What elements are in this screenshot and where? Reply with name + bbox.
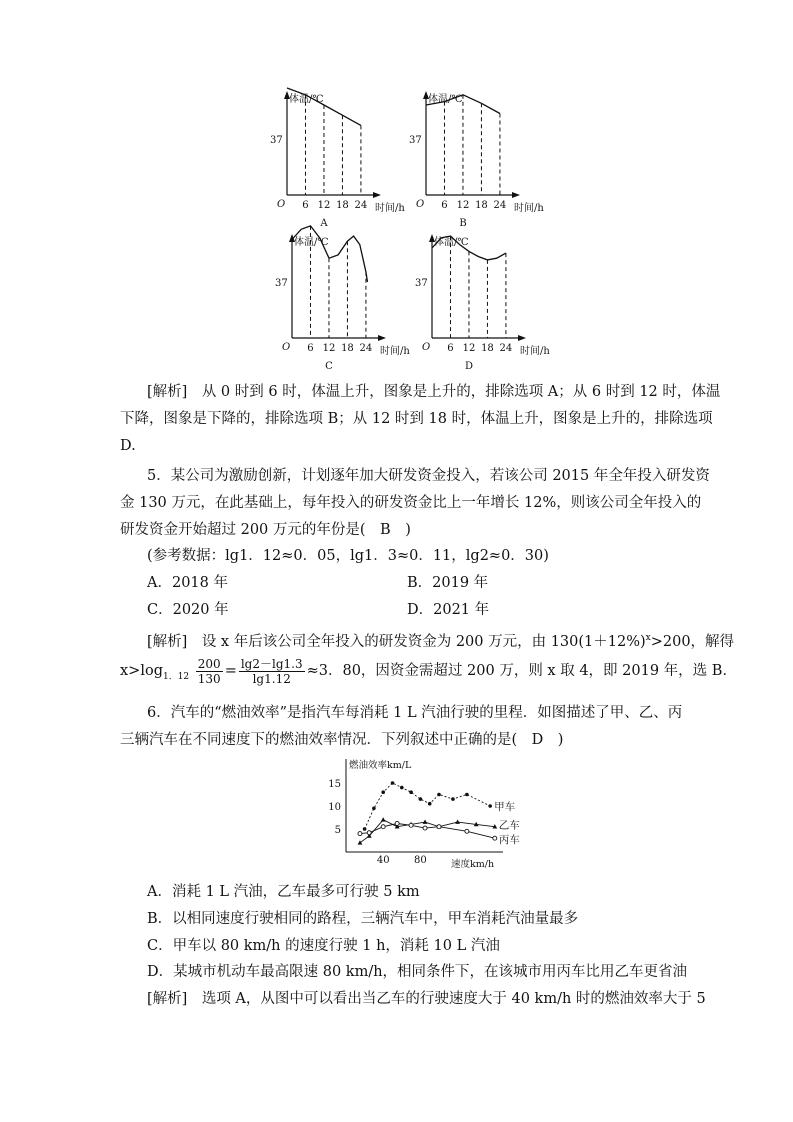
data-point: [455, 820, 460, 824]
fraction-200-130: [196, 657, 223, 686]
y-axis-label: 体温/℃: [434, 237, 469, 248]
q5-stem-line-2: 金 130 万元，在此基础上，每年投入的研发资金比上一年增长 12%，则该公司全年投入的: [120, 495, 702, 511]
data-point: [437, 793, 441, 797]
graph-label: B: [459, 218, 467, 229]
x-tick-18: 18: [481, 343, 494, 354]
q6-option-c: C．甲车以 80 km/h 的速度行驶 1 h，消耗 10 L 汽油: [147, 938, 500, 954]
q4-analysis-line-2: 下降，图象是下降的，排除选项 B；从 12 时到 18 时，体温上升，图象是上升的，排除选项: [120, 411, 713, 427]
q5-analysis-line-1: [147, 628, 734, 652]
y-tick-37: 37: [270, 135, 283, 146]
x-axis-label: 时间/h: [380, 346, 410, 357]
frac2-numerator: lg2－lg1.3: [240, 656, 303, 671]
q5-analysis-text: [解析] 设 x 年后该公司全年投入的研发资金为 200 万元，由 130(1＋12%): [147, 633, 646, 650]
chart-y-label: 燃油效率km/L: [349, 760, 412, 771]
series-yi: [358, 817, 521, 847]
data-point: [409, 790, 413, 794]
chart-x-tick-40: 40: [376, 855, 390, 866]
x-axis-label: 时间/h: [375, 203, 405, 214]
chart-y-tick-10: 10: [328, 802, 341, 813]
x-tick-24: 24: [499, 343, 513, 354]
origin-label: O: [416, 199, 425, 210]
x-axis-arrow: [378, 335, 386, 341]
data-point: [381, 825, 385, 829]
q5-reference-data: (参考数据：lg1．12≈0．05，lg1．3≈0．11，lg2≈0．30): [147, 548, 549, 564]
q5-option-b: B．2019 年: [407, 575, 489, 591]
equals-sign: =: [224, 663, 237, 679]
x-tick-12: 12: [317, 200, 331, 211]
data-point: [358, 840, 363, 844]
x-tick-18: 18: [475, 200, 488, 211]
temperature-graphs: [0, 0, 793, 380]
x-tick-12: 12: [462, 343, 476, 354]
data-point: [400, 786, 404, 790]
data-point: [423, 820, 428, 824]
data-point: [395, 821, 399, 825]
y-axis-label: 体温/℃: [294, 237, 329, 248]
x-tick-6: 6: [447, 343, 454, 354]
q5-option-c: C．2020 年: [147, 602, 229, 618]
y-tick-37: 37: [409, 135, 422, 146]
y-axis-label: 体温/℃: [428, 94, 463, 105]
data-point: [409, 823, 413, 827]
series-bing: [358, 821, 520, 846]
frac2-denominator: lg1.12: [252, 671, 291, 686]
frac1-denominator: 130: [197, 671, 221, 686]
q6-option-a: A．消耗 1 L 汽油，乙车最多可行驶 5 km: [147, 884, 420, 900]
x-axis-arrow: [518, 335, 526, 341]
x-tick-6: 6: [302, 200, 309, 211]
data-point: [465, 793, 469, 797]
temp-graph-b: [409, 91, 544, 229]
y-axis-label: 体温/℃: [289, 94, 324, 105]
temp-graph-a: [270, 88, 405, 229]
q5-analysis-line-2: [120, 656, 737, 692]
data-point: [367, 831, 371, 835]
y-tick-37: 37: [275, 278, 288, 289]
data-point: [381, 817, 386, 821]
x-tick-12: 12: [456, 200, 470, 211]
graph-label: A: [320, 218, 328, 229]
temperature-curve: [292, 226, 368, 282]
data-point: [493, 836, 497, 840]
fraction-lg: [239, 657, 305, 686]
graph-label: D: [464, 361, 474, 372]
q6-option-d: D．某城市机动车最高限速 80 km/h，相同条件下，在该城市用丙车比用乙车更省油: [147, 964, 688, 980]
data-point: [358, 832, 362, 836]
data-point: [381, 790, 385, 794]
y-tick-37: 37: [415, 278, 428, 289]
chart-y-tick-5: 5: [334, 825, 341, 836]
q5-analysis-text-end: >200，解得: [650, 633, 735, 650]
series-label: 甲车: [494, 801, 516, 813]
data-point: [428, 802, 432, 806]
data-point: [391, 781, 395, 785]
x-tick-24: 24: [359, 343, 373, 354]
chart-y-tick-15: 15: [328, 779, 341, 790]
q5-option-d: D．2021 年: [407, 602, 490, 618]
fuel-efficiency-chart: [318, 757, 558, 872]
data-point: [437, 825, 441, 829]
q6-option-b: B．以相同速度行驶相同的路程，三辆汽车中，甲车消耗汽油量最多: [147, 911, 579, 927]
x-tick-24: 24: [354, 200, 368, 211]
q5-log-lead: x>log: [120, 663, 163, 679]
chart-x-label: 速度km/h: [451, 859, 495, 870]
data-point: [451, 797, 455, 801]
q4-analysis-line-1: [解析] 从 0 时到 6 时，体温上升，图象是上升的，排除选项 A；从 6 时到 12 时，体温: [147, 384, 721, 400]
x-tick-6: 6: [307, 343, 314, 354]
data-point: [363, 827, 367, 831]
data-point: [419, 797, 423, 801]
series-label: 丙车: [498, 834, 520, 847]
q5-option-a: A．2018 年: [147, 575, 228, 591]
q5-stem-line-3: 研发资金开始超过 200 万元的年份是( B ): [120, 522, 411, 538]
x-tick-18: 18: [336, 200, 349, 211]
q4-analysis-line-3: D.: [120, 438, 136, 454]
x-axis-label: 时间/h: [514, 203, 544, 214]
q6-analysis-line-1: [解析] 选项 A，从图中可以看出当乙车的行驶速度大于 40 km/h 时的燃油效率大于 5: [147, 991, 706, 1007]
origin-label: O: [277, 199, 286, 210]
frac1-numerator: 200: [197, 656, 221, 671]
series-label: 乙车: [498, 819, 520, 832]
x-axis-arrow: [512, 192, 520, 198]
series-line: [365, 783, 491, 829]
q5-analysis-tail: ≈3．80，因资金需超过 200 万，则 x 取 4，即 2019 年，选 B．: [306, 663, 737, 679]
q5-log-base: 1．12: [162, 671, 190, 682]
q5-exponent: x: [645, 633, 651, 643]
x-tick-18: 18: [341, 343, 354, 354]
temp-graph-c: [275, 226, 410, 372]
chart-x-tick-80: 80: [414, 855, 427, 866]
q5-stem-line-1: 5．某公司为激励创新，计划逐年加大研发资金投入，若该公司 2015 年全年投入研发资: [147, 468, 710, 484]
data-point: [423, 826, 427, 830]
series-line: [360, 820, 495, 843]
origin-label: O: [282, 342, 291, 353]
x-tick-12: 12: [322, 343, 336, 354]
x-tick-24: 24: [493, 200, 507, 211]
origin-label: O: [422, 342, 431, 353]
graph-label: C: [325, 361, 333, 372]
data-point: [372, 807, 376, 811]
q6-stem-line-2: 三辆汽车在不同速度下的燃油效率情况．下列叙述中正确的是( D ): [120, 732, 564, 748]
q6-stem-line-1: 6．汽车的“燃油效率”是指汽车每消耗 1 L 汽油行驶的里程．如图描述了甲、乙、丙: [147, 705, 683, 721]
data-point: [465, 829, 469, 833]
x-axis-arrow: [373, 192, 381, 198]
x-axis-label: 时间/h: [520, 346, 550, 357]
data-point: [488, 804, 492, 808]
series-jia: [363, 781, 516, 831]
x-tick-6: 6: [441, 200, 448, 211]
temp-graph-d: [415, 234, 550, 372]
